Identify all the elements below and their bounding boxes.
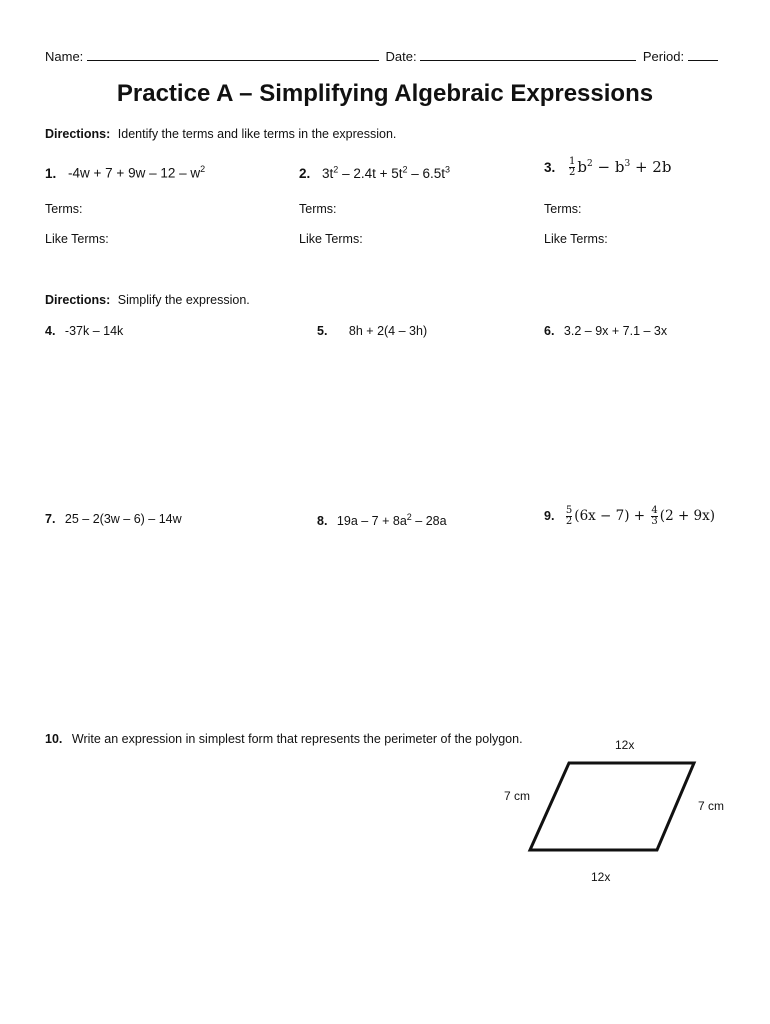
section1-directions — [45, 127, 396, 141]
problem-6 — [544, 324, 667, 338]
directions-text: Simplify the expression. — [117, 293, 250, 307]
name-field[interactable] — [87, 48, 379, 61]
parallelogram-figure — [490, 730, 750, 890]
problem-2 — [299, 164, 450, 181]
page-title: Practice A – Simplifying Algebraic Expressions — [116, 80, 654, 107]
problem-9 — [544, 506, 715, 527]
exponent: 2 — [200, 164, 206, 174]
problem-1 — [45, 164, 205, 181]
side-label-bottom: 12x — [591, 870, 611, 884]
problem-4 — [45, 324, 123, 338]
side-label-left: 7 cm — [504, 789, 531, 803]
problem-number: 3. — [544, 159, 556, 175]
problem-number: 5. — [317, 324, 328, 338]
problem-expression: 3.2 – 9x + 7.1 – 3x — [563, 324, 668, 338]
parallelogram-shape — [530, 763, 694, 850]
problem-number: 10. — [45, 732, 63, 746]
directions-label: Directions: — [45, 127, 111, 141]
problem-number: 7. — [45, 512, 56, 526]
problem-3 — [544, 157, 671, 178]
terms-label-2: Terms: — [299, 202, 337, 216]
problem-number: 1. — [45, 165, 57, 181]
problem-number: 9. — [544, 509, 555, 523]
problem-text: Write an expression in simplest form that represents the perimeter of the polygon. — [71, 732, 523, 746]
terms-label-1: Terms: — [45, 202, 83, 216]
period-field[interactable] — [688, 48, 718, 61]
section2-directions — [45, 293, 250, 307]
period-label: Period: — [642, 49, 685, 64]
problem-number: 2. — [299, 165, 311, 181]
name-label: Name: — [45, 49, 84, 64]
problem-expression: $\frac{5}{2}$ (6x − 7) + $\frac{4}{3}$ (2 + 9x) — [565, 505, 716, 527]
side-label-top: 12x — [615, 738, 635, 752]
like-terms-label-1: Like Terms: — [45, 232, 109, 246]
problem-number: 4. — [45, 324, 56, 338]
like-terms-label-2: Like Terms: — [299, 232, 363, 246]
problem-5 — [317, 324, 427, 338]
problem-expression: -4w + 7 + 9w – 12 – w — [68, 165, 201, 181]
problem-expression: 25 – 2(3w – 6) – 14w — [64, 512, 182, 526]
directions-label: Directions: — [45, 293, 111, 307]
side-label-right: 7 cm — [698, 799, 725, 813]
problem-7 — [45, 512, 182, 526]
fraction: $\frac{1}{2}$ — [569, 156, 576, 178]
fraction: $\frac{4}{3}$ — [651, 505, 658, 527]
problem-expression: $\frac{1}{2}$ $b^2 - b^3 + 2b$ — [569, 156, 672, 178]
problem-expression: 8h + 2(4 – 3h) — [348, 324, 428, 338]
date-field[interactable] — [420, 48, 636, 61]
terms-label-3: Terms: — [544, 202, 582, 216]
problem-8 — [317, 512, 447, 528]
problem-expression: -37k – 14k — [64, 324, 124, 338]
problem-number: 6. — [544, 324, 555, 338]
date-label: Date: — [385, 49, 417, 64]
problem-number: 8. — [317, 514, 328, 529]
like-terms-label-3: Like Terms: — [544, 232, 608, 246]
fraction: $\frac{5}{2}$ — [565, 505, 573, 527]
directions-text: Identify the terms and like terms in the expression. — [117, 127, 397, 141]
header-line — [45, 48, 718, 64]
problem-expression: $19a - 7 + 8a^2 - 28a$ — [336, 512, 447, 529]
problem-10 — [45, 732, 523, 746]
problem-expression: $3t^2 - 2.4t + 5t^2 - 6.5t^3$ — [322, 164, 451, 181]
